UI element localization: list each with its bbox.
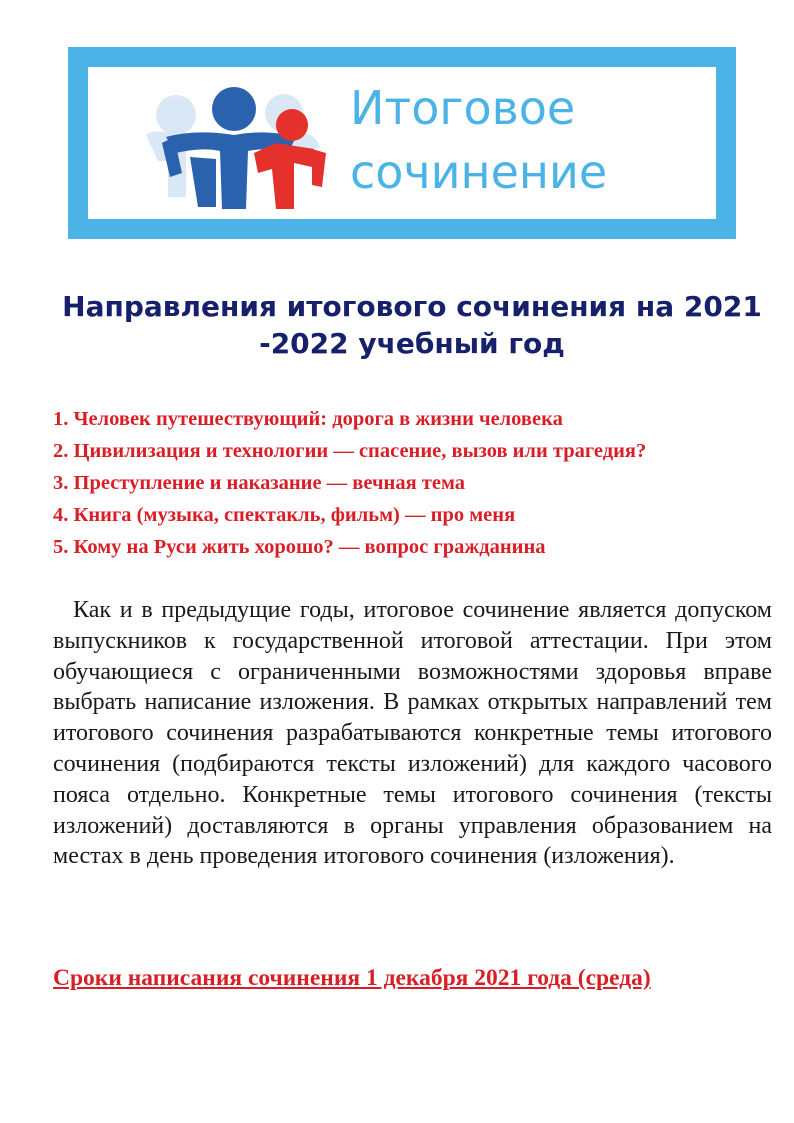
page-title: Направления итогового сочинения на 2021 -2022 учебный год xyxy=(62,290,762,360)
direction-item: 3. Преступление и наказание — вечная тема xyxy=(53,472,466,494)
deadline-text: Сроки написания сочинения 1 декабря 2021 года (среда) xyxy=(53,965,651,991)
direction-item: 2. Цивилизация и технологии — спасение, вызов или трагедия? xyxy=(53,440,647,462)
direction-item: 4. Книга (музыка, спектакль, фильм) — про меня xyxy=(53,504,516,526)
direction-item: 1. Человек путешествующий: дорога в жизни человека xyxy=(53,408,563,430)
logo-text-line2: сочинение xyxy=(350,145,608,199)
body-paragraph: Как и в предыдущие годы, итоговое сочинение является допуском выпускников к государственной итоговой аттестации. При этом обучающиеся с ограниченными возможностями здоровья вправе выбрать написание изложения. В рамках открытых направлений тем итогового сочинения разрабатываются конкретные темы итогового сочинения (подбираются тексты изложений) для каждого часового пояса отдельно. Конкретные темы итогового сочинения (тексты изложений) доставляются в органы управления образованием на местах в день проведения итогового сочинения (изложения). xyxy=(53,597,772,870)
direction-item: 5. Кому на Руси жить хорошо? — вопрос гражданина xyxy=(53,536,546,558)
directions-list xyxy=(53,403,646,563)
header-banner xyxy=(68,47,736,239)
logo-text-line1: Итоговое xyxy=(350,81,576,135)
ege-logo-icon xyxy=(126,77,346,217)
